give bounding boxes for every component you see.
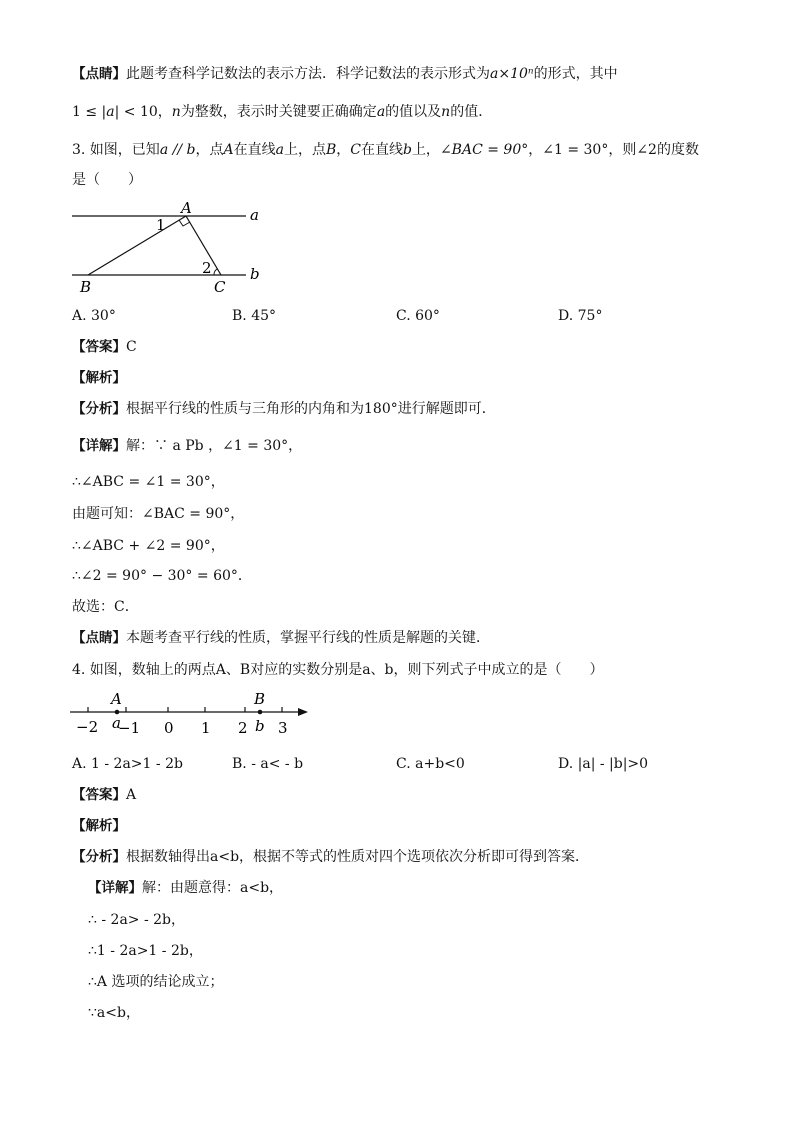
q3-option-c[interactable]: C. 60° (396, 308, 440, 324)
label-1: 1 (156, 216, 166, 234)
dianjing-line-2: 1 ≤ |a| < 10，n为整数，表示时关键要正确确定a的值以及n的值． (72, 104, 493, 120)
q3-detail-4: ∴∠ABC + ∠2 = 90°， (72, 538, 225, 554)
angle-2-arc (214, 269, 217, 275)
label-b: b (250, 265, 260, 283)
tick-label-2: 2 (238, 719, 248, 737)
q4-stem: 4. 如图，数轴上的两点A、B对应的实数分别是a、b，则下列式子中成立的是（ ） (72, 662, 604, 678)
q3-triangle-figure (60, 196, 280, 296)
label-b: b (255, 717, 265, 735)
q3-detail-2: ∴∠ABC = ∠1 = 30°， (72, 474, 225, 490)
label-2: 2 (202, 259, 212, 277)
q4-option-c[interactable]: C. a+b<0 (396, 756, 465, 772)
q4-analysis: 【分析】根据数轴得出a<b，根据不等式的性质对四个选项依次分析即可得到答案． (72, 849, 590, 865)
q3-option-a[interactable]: A. 30° (72, 308, 116, 324)
q3-option-d[interactable]: D. 75° (558, 308, 603, 324)
q3-answer: 【答案】C (72, 339, 137, 355)
q4-detail-1: 【详解】解：由题意得：a<b， (88, 880, 284, 896)
tick-label--1: −1 (118, 719, 141, 737)
q3-detail-1: 【详解】解：∵ a Pb ，∠1 = 30°， (72, 438, 303, 454)
q4-detail-4: ∴A 选项的结论成立； (88, 974, 224, 990)
q3-jiexi: 【解析】 (72, 370, 126, 386)
q4-detail-2: ∴ - 2a> - 2b， (88, 912, 186, 928)
q3-option-b[interactable]: B. 45° (232, 308, 277, 324)
tick-label-1: 1 (201, 719, 211, 737)
q3-detail-6: 故选：C． (72, 599, 139, 615)
q4-option-b[interactable]: B. - a< - b (232, 756, 304, 772)
label-a: a (250, 206, 259, 224)
tick-label--2: −2 (76, 718, 99, 736)
label-a: a (112, 714, 121, 732)
q4-answer: 【答案】A (72, 787, 137, 803)
tick-label-0: 0 (164, 719, 174, 737)
segment-AB (88, 216, 186, 275)
q4-option-a[interactable]: A. 1 - 2a>1 - 2b (72, 756, 183, 772)
label-A: A (111, 690, 122, 708)
q3-detail-3: 由题可知：∠BAC = 90°， (72, 506, 245, 522)
dianjing-line-1: 【点睛】此题考查科学记数法的表示方法．科学记数法的表示形式为a×10ⁿ的形式，其中 (72, 66, 618, 82)
q3-analysis: 【分析】根据平行线的性质与三角形的内角和为180°进行解题即可． (72, 401, 496, 417)
q3-dianjing: 【点睛】本题考查平行线的性质，掌握平行线的性质是解题的关键． (72, 630, 490, 646)
q4-number-line-figure (64, 688, 314, 738)
q4-detail-3: ∴1 - 2a>1 - 2b， (88, 943, 203, 959)
q4-option-d[interactable]: D. |a| - |b|>0 (558, 756, 649, 772)
q3-detail-5: ∴∠2 = 90° − 30° = 60°． (72, 568, 252, 584)
axis-arrow (298, 708, 308, 716)
label-A: A (181, 199, 192, 217)
dianjing-tag: 【点睛】 (72, 66, 126, 82)
q4-jiexi: 【解析】 (72, 818, 126, 834)
label-B: B (254, 690, 266, 708)
label-C: C (214, 278, 226, 296)
label-B: B (80, 278, 92, 296)
q3-stem-line-2: 是（ ） (72, 172, 142, 188)
q4-detail-5: ∵a<b， (88, 1005, 140, 1021)
q3-stem-line-1: 3. 如图，已知a // b，点A在直线a上，点B，C在直线b上，∠BAC = 90°，∠1 = 30°，则∠2的度数 (72, 142, 699, 158)
tick-label-3: 3 (278, 719, 288, 737)
point-B (258, 710, 263, 715)
